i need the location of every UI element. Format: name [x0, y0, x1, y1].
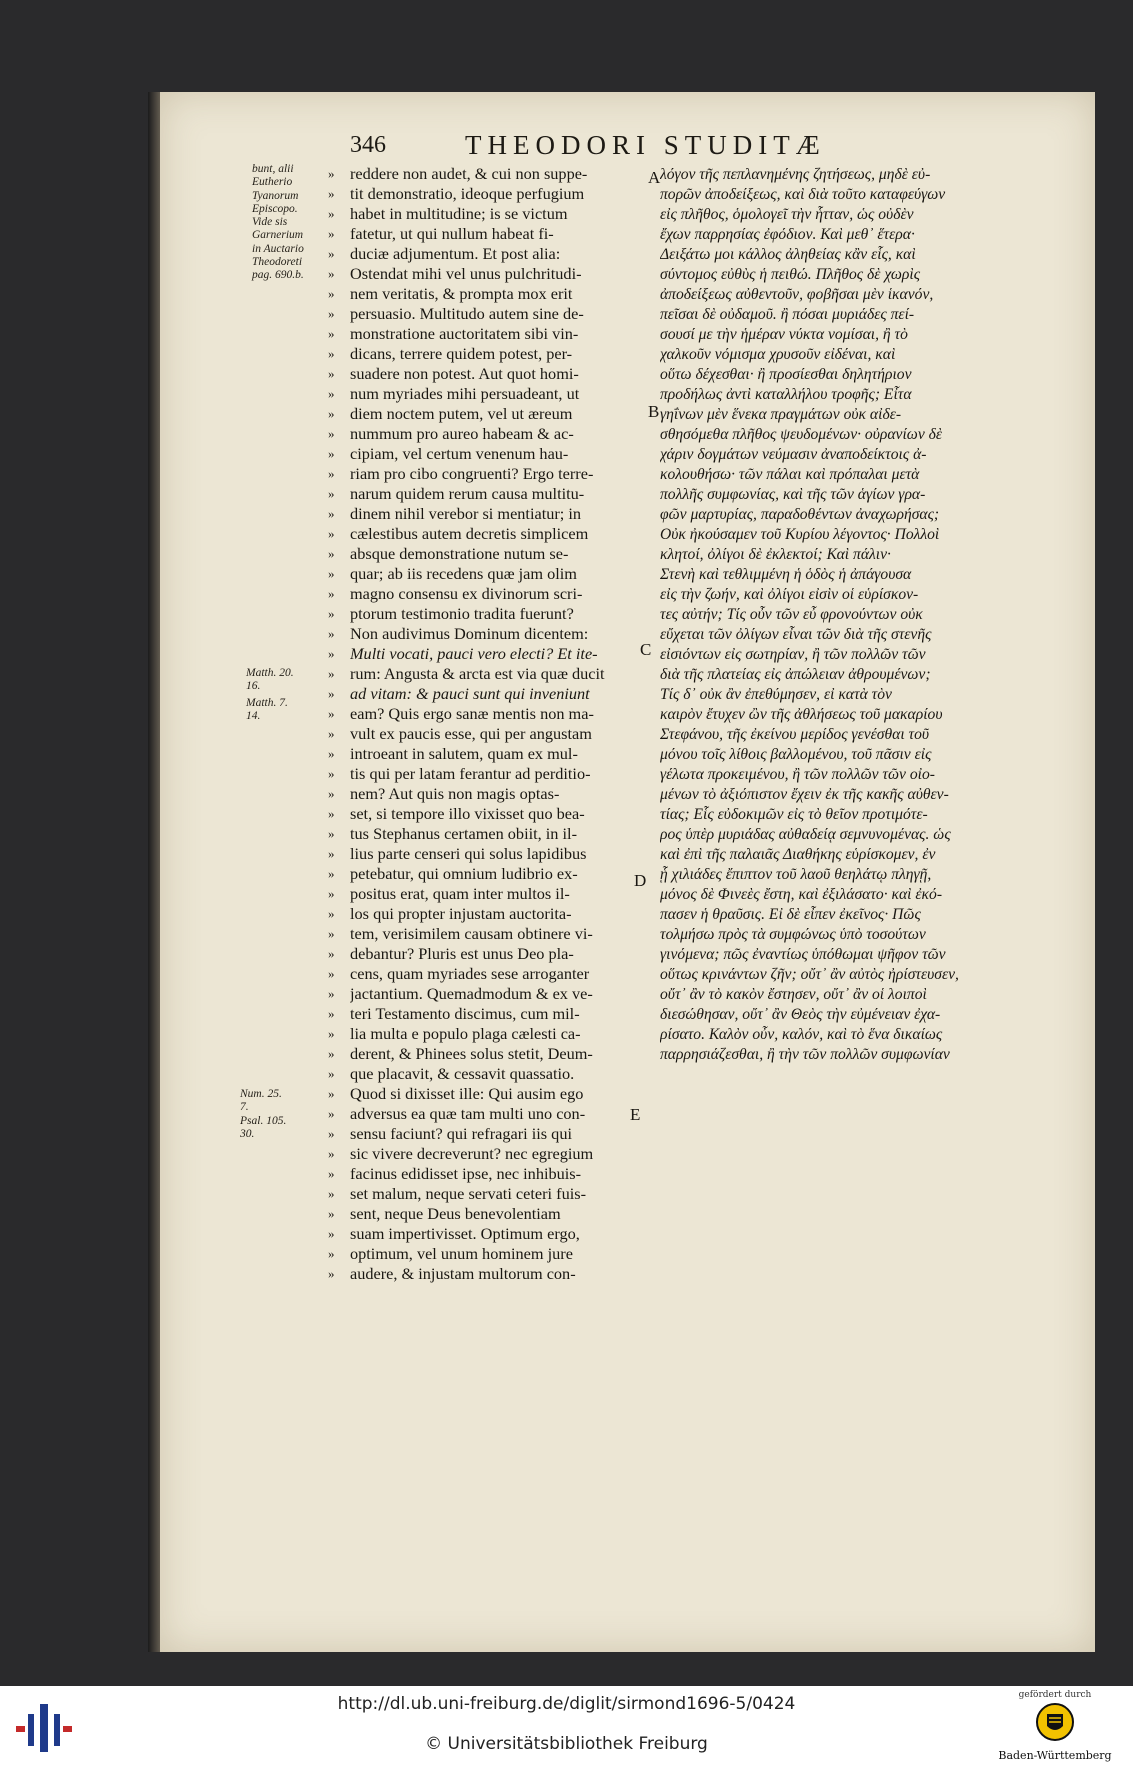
- latin-line-text: optimum, vel unum hominem jure: [350, 1244, 573, 1263]
- latin-line: [328, 204, 658, 224]
- latin-line-text: vult ex paucis esse, qui per angustam: [350, 724, 592, 743]
- latin-line: [328, 924, 658, 944]
- latin-line: [328, 1244, 658, 1264]
- latin-line-text: sensu faciunt? qui refragari iis qui: [350, 1124, 572, 1143]
- latin-line-text: tem, verisimilem causam obtinere vi-: [350, 924, 593, 943]
- latin-line: [328, 644, 658, 664]
- greek-line: προδήλως ἀντὶ καταλλήλου τροφῆς; Εἶτα: [660, 386, 912, 403]
- greek-line: γέλωτα προκειμένου, ἢ τῶν πολλῶν τῶν οἰο-: [660, 766, 935, 783]
- quote-mark: »: [328, 166, 335, 181]
- quote-mark: »: [328, 1066, 335, 1081]
- latin-line: [328, 1024, 658, 1044]
- latin-line: [328, 724, 658, 744]
- quote-mark: »: [328, 706, 335, 721]
- quote-mark: »: [328, 926, 335, 941]
- quote-mark: »: [328, 366, 335, 381]
- greek-line: ρίσατο. Καλὸν οὖν, καλόν, καὶ τὸ ἕνα δικαίως: [660, 1026, 943, 1043]
- latin-line-text: tis qui per latam ferantur ad perditio-: [350, 764, 591, 783]
- quote-mark: »: [328, 1166, 335, 1181]
- quote-mark: »: [328, 426, 335, 441]
- greek-line: πασεν ἡ θραῦσις. Εἰ δὲ εἶπεν ἐκεῖνος· Πῶς: [660, 906, 921, 923]
- latin-line: [328, 744, 658, 764]
- section-letter-e: E: [630, 1105, 641, 1124]
- greek-line: γινόμενα; πῶς ἐναντίως ὑπόθωμαι ψῆφον τῶν: [660, 946, 946, 963]
- latin-line-text: positus erat, quam inter multos il-: [350, 884, 570, 903]
- latin-line: [328, 904, 658, 924]
- greek-line: λόγον τῆς πεπλανημένης ζητήσεως, μηδὲ εὐ-: [660, 166, 931, 183]
- quote-mark: »: [328, 626, 335, 641]
- quote-mark: »: [328, 1006, 335, 1021]
- latin-line-text: los qui propter injustam auctorita-: [350, 904, 572, 923]
- greek-line: ᾗ χιλιάδες ἔπιπτον τοῦ λαοῦ θεηλάτῳ πληγῇ,: [660, 866, 932, 883]
- quote-mark: »: [328, 1086, 335, 1101]
- quote-mark: »: [328, 806, 335, 821]
- latin-line-text: cens, quam myriades sese arroganter: [350, 964, 590, 983]
- quote-mark: »: [328, 286, 335, 301]
- quote-mark: »: [328, 726, 335, 741]
- latin-line-text: audere, & injustam multorum con-: [350, 1264, 576, 1283]
- quote-mark: »: [328, 406, 335, 421]
- latin-line: [328, 264, 658, 284]
- latin-line: [328, 324, 658, 344]
- greek-line: ρος ὑπὲρ μυριάδας αὐθαδείᾳ σεμνυνομένας. ὡς: [660, 826, 951, 843]
- greek-line: σύντομος εὐθὺς ἡ πειθώ. Πλῆθος δὲ χωρὶς: [660, 266, 921, 283]
- page-number: 346: [350, 132, 386, 158]
- latin-line-text: set, si tempore illo vixisset quo bea-: [350, 804, 585, 823]
- latin-line-text: Non audivimus Dominum dicentem:: [350, 624, 589, 643]
- latin-line-text: diem noctem putem, vel ut æreum: [350, 404, 573, 423]
- greek-line: τίας; Εἷς εὐδοκιμῶν εἰς τὸ θεῖον προτιμότε-: [660, 806, 928, 823]
- latin-line: [328, 624, 658, 644]
- section-letter-c: C: [640, 640, 652, 659]
- greek-line: Στεφάνου, τῆς ἐκείνου μερίδος γενέσθαι τοῦ: [660, 726, 930, 743]
- latin-line: [328, 1164, 658, 1184]
- quote-mark: »: [328, 346, 335, 361]
- latin-line: [328, 1104, 658, 1124]
- latin-line: [328, 704, 658, 724]
- latin-line: [328, 1224, 658, 1244]
- quote-mark: »: [328, 526, 335, 541]
- greek-line: χαλκοῦν νόμισμα χρυσοῦν εἰδέναι, καὶ: [660, 346, 896, 363]
- greek-line: ἔχων παρρησίας ἐφόδιον. Καὶ μεθ᾽ ἕτερα·: [660, 226, 915, 243]
- greek-line: οὕτως κρινάντων ζῆν; οὔτ᾽ ἂν αὐτὸς ἠρίστευσεν,: [660, 966, 959, 983]
- latin-line: [328, 424, 658, 444]
- latin-line-text: lia multa e populo plaga cælesti ca-: [350, 1024, 581, 1043]
- latin-line-text: cipiam, vel certum venenum hau-: [350, 444, 569, 463]
- quote-mark: »: [328, 1206, 335, 1221]
- quote-mark: »: [328, 1266, 335, 1281]
- latin-line-text: Quod si dixisset ille: Qui ausim ego: [350, 1084, 584, 1103]
- latin-line-text: ad vitam: & pauci sunt qui inveniunt: [350, 684, 590, 703]
- greek-line: μόνου τοῖς λίθοις βαλλομένου, τοῦ πᾶσιν εἰς: [660, 746, 932, 763]
- greek-line: κολουθήσω· τῶν πάλαι καὶ πρόπαλαι μετὰ: [660, 466, 920, 483]
- latin-line: [328, 884, 658, 904]
- quote-mark: »: [328, 586, 335, 601]
- section-letter-b: B: [648, 402, 660, 421]
- latin-line: [328, 944, 658, 964]
- latin-line: [328, 504, 658, 524]
- greek-line: μένων τὸ ἀξιόπιστον ἔχειν ἐκ τῆς κακῆς αὐθεν-: [660, 786, 949, 803]
- latin-line-text: adversus ea quæ tam multi uno con-: [350, 1104, 586, 1123]
- greek-line: πεῖσαι δὲ οὐδαμοῦ. ἢ πόσαι μυριάδες πεί-: [660, 306, 915, 323]
- latin-line: [328, 304, 658, 324]
- latin-line: [328, 964, 658, 984]
- copyright-notice: © Universitätsbibliothek Freiburg: [425, 1734, 708, 1754]
- source-url[interactable]: http://dl.ub.uni-freiburg.de/diglit/sirmond1696-5/0424: [337, 1694, 796, 1714]
- greek-line: τες αὐτήν; Τίς οὖν τῶν εὖ φρονούντων οὐκ: [660, 606, 923, 623]
- quote-mark: »: [328, 206, 335, 221]
- latin-line-text: narum quidem rerum causa multitu-: [350, 484, 585, 503]
- latin-line: [328, 484, 658, 504]
- running-title: THEODORI STUDITÆ: [465, 130, 826, 160]
- greek-line: εἰσιόντων εἰς σωτηρίαν, ἢ τῶν πολλῶν τῶν: [660, 646, 926, 663]
- quote-mark: »: [328, 226, 335, 241]
- latin-line: [328, 444, 658, 464]
- latin-line: [328, 764, 658, 784]
- quote-mark: »: [328, 886, 335, 901]
- quote-mark: »: [328, 1146, 335, 1161]
- latin-line-text: nummum pro aureo habeam & ac-: [350, 424, 574, 443]
- latin-line-text: fatetur, ut qui nullum habeat fi-: [350, 224, 554, 243]
- latin-line-text: nem? Aut quis non magis optas-: [350, 784, 560, 803]
- greek-line: Τίς δ᾽ οὐκ ἂν ἐπεθύμησεν, εἰ κατὰ τὸν: [660, 686, 892, 703]
- latin-line-text: cælestibus autem decretis simplicem: [350, 524, 589, 543]
- latin-line: [328, 1004, 658, 1024]
- quote-mark: »: [328, 1246, 335, 1261]
- funder-name: Baden-Württemberg: [998, 1749, 1112, 1762]
- greek-line: διεσώθησαν, οὔτ᾽ ἂν Θεὸς τὴν εὐμένειαν ἐχα-: [660, 1006, 941, 1023]
- latin-line-text: duciæ adjumentum. Et post alia:: [350, 244, 561, 263]
- greek-line: Οὐκ ἠκούσαμεν τοῦ Κυρίου λέγοντος· Πολλοὶ: [660, 526, 940, 543]
- quote-mark: »: [328, 246, 335, 261]
- latin-line-text: Ostendat mihi vel unus pulchritudi-: [350, 264, 582, 283]
- footer-bar: [0, 1686, 1133, 1768]
- latin-line: [328, 664, 658, 684]
- latin-line: [328, 384, 658, 404]
- greek-line: μόνος δὲ Φινεὲς ἔστη, καὶ ἐξιλάσατο· καὶ ἐκό-: [660, 886, 943, 903]
- greek-line: κλητοί, ὀλίγοι δὲ ἐκλεκτοί; Καὶ πάλιν·: [660, 546, 891, 563]
- latin-line: [328, 1044, 658, 1064]
- section-letter-a: A: [648, 168, 661, 187]
- quote-mark: »: [328, 1046, 335, 1061]
- latin-line: [328, 784, 658, 804]
- quote-mark: »: [328, 326, 335, 341]
- latin-line-text: habet in multitudine; is se victum: [350, 204, 568, 223]
- quote-mark: »: [328, 546, 335, 561]
- margin-note-matthew-20: Matth. 20. 16.: [246, 667, 294, 693]
- latin-line-text: tus Stephanus certamen obiit, in il-: [350, 824, 577, 843]
- latin-line: [328, 564, 658, 584]
- latin-line: [328, 1184, 658, 1204]
- latin-line: [328, 364, 658, 384]
- quote-mark: »: [328, 606, 335, 621]
- latin-line: [328, 284, 658, 304]
- quote-mark: »: [328, 826, 335, 841]
- latin-line-text: monstratione auctoritatem sibi vin-: [350, 324, 579, 343]
- quote-mark: »: [328, 906, 335, 921]
- latin-line: [328, 1084, 658, 1104]
- greek-line: Δειξάτω μοι κάλλος ἀληθείας κἂν εἷς, καὶ: [660, 246, 916, 263]
- quote-mark: »: [328, 646, 335, 661]
- section-letter-d: D: [634, 871, 647, 890]
- latin-line: [328, 1124, 658, 1144]
- greek-line: Στενὴ καὶ τεθλιμμένη ἡ ὁδὸς ἡ ἀπάγουσα: [660, 566, 912, 583]
- latin-line-text: quar; ab iis recedens quæ jam olim: [350, 564, 577, 583]
- quote-mark: »: [328, 466, 335, 481]
- latin-line-text: tit demonstratio, ideoque perfugium: [350, 184, 585, 203]
- greek-column: [660, 165, 1065, 1065]
- margin-note-numbers-psalm: Num. 25. 7. Psal. 105. 30.: [240, 1088, 287, 1140]
- latin-line-text: sent, neque Deus benevolentiam: [350, 1204, 561, 1223]
- quote-mark: »: [328, 306, 335, 321]
- greek-line: οὔτ᾽ ἂν τὸ κακὸν ἔστησεν, οὔτ᾽ ἂν οἱ λοιποὶ: [660, 986, 927, 1003]
- latin-line: [328, 1264, 658, 1284]
- greek-line: πολλῆς συμφωνίας, καὶ τῆς τῶν ἁγίων γρα-: [660, 486, 926, 503]
- quote-mark: »: [328, 486, 335, 501]
- latin-line-text: ptorum testimonio tradita fuerunt?: [350, 604, 574, 623]
- quote-mark: »: [328, 186, 335, 201]
- greek-line: εὔχεται τῶν ὀλίγων εἶναι τῶν διὰ τῆς στενῆς: [660, 626, 932, 643]
- quote-mark: »: [328, 986, 335, 1001]
- quote-mark: »: [328, 446, 335, 461]
- greek-line: καιρὸν ἔτυχεν ὢν τῆς ἀθλήσεως τοῦ μακαρίου: [660, 706, 943, 723]
- latin-line-text: debantur? Pluris est unus Deo pla-: [350, 944, 574, 963]
- latin-line-text: petebatur, qui omnium ludibrio ex-: [350, 864, 578, 883]
- latin-line: [328, 404, 658, 424]
- latin-line-text: Multi vocati, pauci vero electi? Et ite-: [350, 644, 598, 663]
- greek-line: τολμήσω πρὸς τὰ συμφώνως ὑπὸ τοσούτων: [660, 926, 926, 943]
- latin-line: [328, 824, 658, 844]
- quote-mark: »: [328, 686, 335, 701]
- funding-badge: [985, 1690, 1125, 1764]
- latin-line: [328, 1064, 658, 1084]
- quote-mark: »: [328, 386, 335, 401]
- latin-line: [328, 244, 658, 264]
- latin-line: [328, 164, 658, 184]
- latin-line: [328, 524, 658, 544]
- quote-mark: »: [328, 746, 335, 761]
- latin-line-text: suam impertivisset. Optimum ergo,: [350, 1224, 580, 1243]
- state-seal-icon: [1035, 1702, 1075, 1742]
- quote-mark: »: [328, 846, 335, 861]
- greek-line: πορῶν ἀποδείξεως, καὶ διὰ τοῦτο καταφεύγων: [660, 186, 946, 203]
- latin-line-text: derent, & Phinees solus stetit, Deum-: [350, 1044, 593, 1063]
- latin-line-text: reddere non audet, & cui non suppe-: [350, 164, 588, 183]
- latin-line-text: absque demonstratione nutum se-: [350, 544, 569, 563]
- latin-line-text: que placavit, & cessavit quassatio.: [350, 1064, 575, 1083]
- quote-mark: »: [328, 946, 335, 961]
- quote-mark: »: [328, 1026, 335, 1041]
- quote-mark: »: [328, 566, 335, 581]
- latin-line-text: set malum, neque servati ceteri fuis-: [350, 1184, 586, 1203]
- latin-line: [328, 864, 658, 884]
- quote-mark: »: [328, 1126, 335, 1141]
- margin-note-source: bunt, alii Eutherio Tyanorum Episcopo. Vide sis Garnerium in Auctario Theodoreti pag. 690.b.: [252, 163, 304, 282]
- latin-line: [328, 684, 658, 704]
- greek-line: σουσί με τὴν ἡμέραν νύκτα νομίσαι, ἢ τὸ: [660, 326, 908, 343]
- greek-line: εἰς πλῆθος, ὁμολογεῖ τὴν ἧτταν, ὡς οὐδὲν: [660, 206, 914, 223]
- latin-line: [328, 1144, 658, 1164]
- latin-line-text: facinus edidisset ipse, nec inhibuis-: [350, 1164, 582, 1183]
- greek-line: εἰς τὴν ζωήν, καὶ ὀλίγοι εἰσὶν οἱ εὑρίσκον-: [660, 586, 919, 603]
- latin-line: [328, 584, 658, 604]
- greek-line: σθησόμεθα πλῆθος ψευδομένων· οὐρανίων δὲ: [660, 426, 943, 443]
- latin-line-text: sic vivere decreverunt? nec egregium: [350, 1144, 594, 1163]
- quote-mark: »: [328, 966, 335, 981]
- quote-mark: »: [328, 866, 335, 881]
- quote-mark: »: [328, 266, 335, 281]
- latin-line: [328, 844, 658, 864]
- greek-line: ἀποδείξεως αὐθεντοῦν, φοβῆσαι μὲν ἱκανόν,: [660, 286, 934, 303]
- latin-line-text: persuasio. Multitudo autem sine de-: [350, 304, 584, 323]
- latin-line-text: introeant in salutem, quam ex mul-: [350, 744, 578, 763]
- latin-line: [328, 984, 658, 1004]
- latin-line-text: lius parte censeri qui solus lapidibus: [350, 844, 587, 863]
- greek-line: γηΐνων μὲν ἕνεκα πραγμάτων οὐκ αἰδε-: [660, 406, 902, 423]
- funded-by-label: gefördert durch: [1018, 1690, 1092, 1700]
- greek-line: διὰ τῆς πλατείας εἰς ἀπώλειαν ἀθρουμένων;: [660, 666, 931, 683]
- latin-line: [328, 1204, 658, 1224]
- quote-mark: »: [328, 1226, 335, 1241]
- latin-line: [328, 184, 658, 204]
- quote-mark: »: [328, 506, 335, 521]
- latin-line-text: magno consensu ex divinorum scri-: [350, 584, 583, 603]
- latin-line-text: num myriades mihi persuadeant, ut: [350, 384, 580, 403]
- quote-mark: »: [328, 666, 335, 681]
- quote-mark: »: [328, 1186, 335, 1201]
- latin-line-text: jactantium. Quemadmodum & ex ve-: [350, 984, 593, 1003]
- latin-line-text: suadere non potest. Aut quot homi-: [350, 364, 579, 383]
- greek-line: παρρησιάζεσθαι, ἢ τὴν τῶν πολλῶν συμφωνίαν: [660, 1046, 950, 1063]
- latin-line: [328, 544, 658, 564]
- latin-line: [328, 224, 658, 244]
- quote-mark: »: [328, 1106, 335, 1121]
- latin-column: [328, 164, 661, 1284]
- greek-line: φῶν μαρτυρίας, παραδοθέντων ἀναχωρήσας;: [660, 506, 940, 523]
- latin-line-text: nem veritatis, & prompta mox erit: [350, 284, 573, 303]
- latin-line-text: eam? Quis ergo sanæ mentis non ma-: [350, 704, 594, 723]
- margin-note-matthew-7: Matth. 7. 14.: [246, 697, 288, 723]
- latin-line-text: teri Testamento discimus, cum mil-: [350, 1004, 580, 1023]
- latin-line-text: dinem nihil verebor si mentiatur; in: [350, 504, 582, 523]
- latin-line-text: rum: Angusta & arcta est via quæ ducit: [350, 664, 605, 683]
- greek-line: οὕτω δέχεσθαι· ἢ προσίεσθαι δηλητήριον: [660, 366, 912, 383]
- greek-line: χάριν δογμάτων νεύμασιν ἀναποδείκτοις ἀ-: [660, 446, 927, 463]
- latin-line: [328, 464, 658, 484]
- latin-line-text: dicans, terrere quidem potest, per-: [350, 344, 573, 363]
- latin-line: [328, 604, 658, 624]
- latin-line: [328, 804, 658, 824]
- latin-line: [328, 344, 658, 364]
- latin-line-text: riam pro cibo congruenti? Ergo terre-: [350, 464, 594, 483]
- quote-mark: »: [328, 786, 335, 801]
- greek-line: καὶ ἐπὶ τῆς παλαιᾶς Διαθήκης εὑρίσκομεν, ἐν: [660, 846, 936, 863]
- quote-mark: »: [328, 766, 335, 781]
